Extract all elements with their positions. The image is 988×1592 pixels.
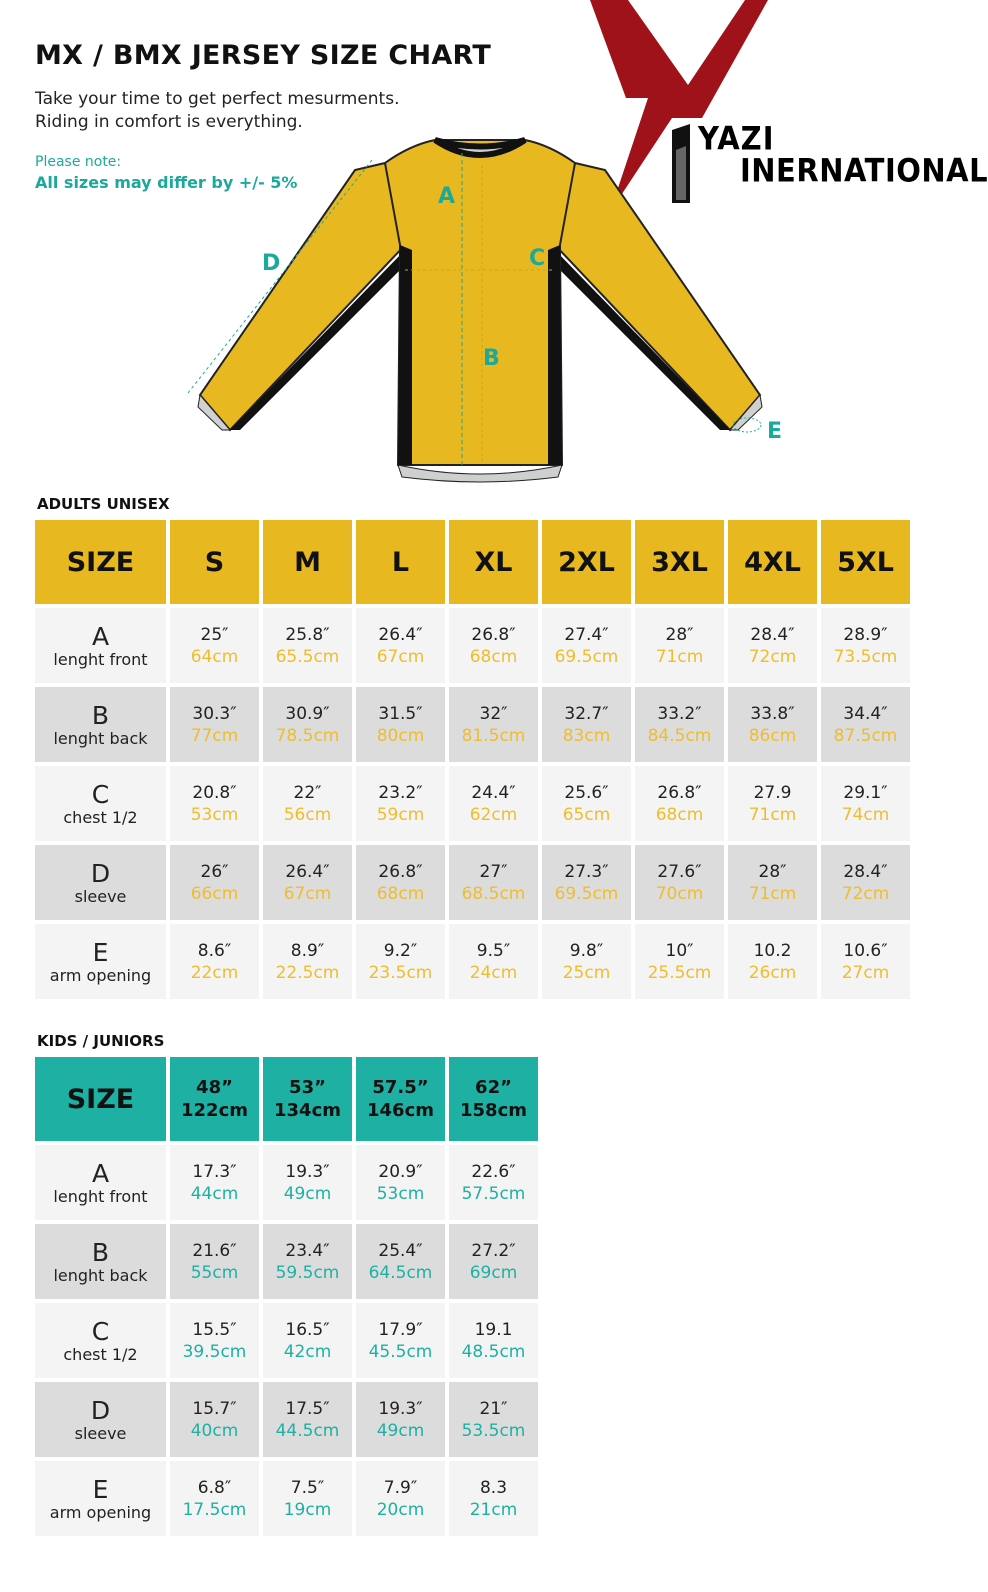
measurement-label-cell	[35, 1224, 166, 1299]
size-header-cm: 146cm	[367, 1100, 434, 1121]
value-cm: 68cm	[469, 646, 518, 667]
measurement-value-cell	[170, 1382, 259, 1457]
value-cm: 62cm	[469, 804, 518, 825]
measurement-label-cell	[35, 1461, 166, 1536]
value-inches: 8.3	[479, 1477, 508, 1498]
value-cm: 22cm	[190, 962, 239, 983]
value-inches: 16.5″	[285, 1319, 330, 1340]
adults-section-label: ADULTS UNISEX	[37, 495, 170, 513]
measurement-value-cell	[449, 1461, 538, 1536]
value-cm: 59.5cm	[275, 1262, 340, 1283]
value-inches: 27.6″	[657, 861, 702, 882]
value-cm: 19cm	[283, 1499, 332, 1520]
size-header-cell: 2XL	[542, 520, 631, 604]
value-cm: 53cm	[376, 1183, 425, 1204]
value-cm: 71cm	[748, 804, 797, 825]
value-inches: 32″	[479, 703, 508, 724]
measurement-value-cell	[542, 766, 631, 841]
measurement-label-cell	[35, 608, 166, 683]
value-inches: 25.6″	[564, 782, 609, 803]
value-inches: 10.2	[753, 940, 792, 961]
measurement-value-cell	[728, 608, 817, 683]
brand-name-line-2: INERNATIONAL	[740, 152, 988, 190]
value-cm: 86cm	[748, 725, 797, 746]
measurement-value-cell	[728, 924, 817, 999]
measurement-value-cell	[635, 687, 724, 762]
value-inches: 8.6″	[197, 940, 232, 961]
measurement-value-cell	[356, 924, 445, 999]
value-cm: 72cm	[748, 646, 797, 667]
value-inches: 27.4″	[564, 624, 609, 645]
value-inches: 19.1	[474, 1319, 513, 1340]
measurement-name: lenght front	[53, 1186, 148, 1206]
size-header-cm: 158cm	[460, 1100, 527, 1121]
measurement-value-cell	[170, 687, 259, 762]
value-inches: 7.5″	[290, 1477, 325, 1498]
value-cm: 53.5cm	[461, 1420, 526, 1441]
brand-name-line-1: YAZI	[698, 120, 775, 158]
measurement-value-cell	[356, 766, 445, 841]
size-column-header: SIZE	[35, 520, 166, 604]
measurement-letter: E	[92, 937, 109, 967]
measurement-label-cell	[35, 924, 166, 999]
value-cm: 69.5cm	[554, 883, 619, 904]
measurement-letter: C	[91, 779, 110, 809]
value-inches: 20.8″	[192, 782, 237, 803]
value-inches: 33.8″	[750, 703, 795, 724]
marker-c: C	[529, 246, 546, 271]
size-header-cell	[170, 1057, 259, 1141]
page-title: MX / BMX JERSEY SIZE CHART	[35, 40, 492, 71]
value-cm: 49cm	[283, 1183, 332, 1204]
value-cm: 39.5cm	[182, 1341, 247, 1362]
measurement-name: arm opening	[49, 965, 152, 985]
measurement-value-cell	[263, 608, 352, 683]
measurement-value-cell	[170, 1145, 259, 1220]
value-inches: 32.7″	[564, 703, 609, 724]
value-inches: 33.2″	[657, 703, 702, 724]
right-sleeve	[555, 163, 760, 430]
measurement-letter: A	[91, 1158, 110, 1188]
value-cm: 25.5cm	[647, 962, 712, 983]
intro-line-1: Take your time to get perfect mesurments.	[35, 89, 400, 109]
measurement-value-cell	[821, 924, 910, 999]
value-cm: 73.5cm	[833, 646, 898, 667]
measurement-value-cell	[356, 1303, 445, 1378]
value-cm: 87.5cm	[833, 725, 898, 746]
value-inches: 7.9″	[383, 1477, 418, 1498]
value-inches: 19.3″	[378, 1398, 423, 1419]
value-cm: 81.5cm	[461, 725, 526, 746]
value-cm: 65.5cm	[275, 646, 340, 667]
value-inches: 25.8″	[285, 624, 330, 645]
value-cm: 64cm	[190, 646, 239, 667]
value-cm: 68cm	[376, 883, 425, 904]
value-cm: 53cm	[190, 804, 239, 825]
value-cm: 56cm	[283, 804, 332, 825]
measurement-letter: B	[91, 1237, 110, 1267]
measurement-value-cell	[449, 1145, 538, 1220]
value-inches: 29.1″	[843, 782, 888, 803]
measurement-letter: E	[92, 1474, 109, 1504]
value-cm: 70cm	[655, 883, 704, 904]
value-inches: 17.9″	[378, 1319, 423, 1340]
value-inches: 17.3″	[192, 1161, 237, 1182]
value-cm: 68cm	[655, 804, 704, 825]
value-inches: 20.9″	[378, 1161, 423, 1182]
value-cm: 69cm	[469, 1262, 518, 1283]
measurement-value-cell	[542, 687, 631, 762]
measurement-value-cell	[542, 845, 631, 920]
value-inches: 30.3″	[192, 703, 237, 724]
value-cm: 23.5cm	[368, 962, 433, 983]
value-inches: 6.8″	[197, 1477, 232, 1498]
value-cm: 22.5cm	[275, 962, 340, 983]
measurement-value-cell	[635, 924, 724, 999]
size-header-inch: 48”	[196, 1077, 233, 1098]
size-header-cell: S	[170, 520, 259, 604]
measurement-value-cell	[449, 608, 538, 683]
measurement-name: lenght front	[53, 649, 148, 669]
value-inches: 30.9″	[285, 703, 330, 724]
value-cm: 83cm	[562, 725, 611, 746]
value-inches: 9.5″	[476, 940, 511, 961]
value-cm: 80cm	[376, 725, 425, 746]
measurement-value-cell	[170, 1461, 259, 1536]
measurement-value-cell	[170, 766, 259, 841]
value-inches: 31.5″	[378, 703, 423, 724]
value-inches: 26.8″	[657, 782, 702, 803]
size-header-cell: 5XL	[821, 520, 910, 604]
measurement-value-cell	[635, 766, 724, 841]
size-header-cell	[263, 1057, 352, 1141]
size-header-cell: L	[356, 520, 445, 604]
size-column-header: SIZE	[35, 1057, 166, 1141]
measurement-value-cell	[356, 1145, 445, 1220]
note-label: Please note:	[35, 154, 122, 170]
measurement-value-cell	[356, 687, 445, 762]
measurement-value-cell	[821, 766, 910, 841]
measurement-name: sleeve	[74, 886, 127, 906]
measurement-name: arm opening	[49, 1502, 152, 1522]
value-cm: 40cm	[190, 1420, 239, 1441]
marker-a: A	[438, 184, 456, 209]
adults-size-table	[35, 520, 910, 999]
size-header-cell: M	[263, 520, 352, 604]
measurement-label-cell	[35, 1382, 166, 1457]
jersey-illustration	[180, 125, 783, 490]
measurement-label-cell	[35, 1145, 166, 1220]
value-cm: 17.5cm	[182, 1499, 247, 1520]
value-cm: 57.5cm	[461, 1183, 526, 1204]
value-cm: 49cm	[376, 1420, 425, 1441]
jersey-body	[385, 140, 575, 465]
measurement-letter: B	[91, 700, 110, 730]
value-cm: 27cm	[841, 962, 890, 983]
measurement-value-cell	[170, 924, 259, 999]
measurement-value-cell	[263, 1145, 352, 1220]
value-inches: 26.4″	[285, 861, 330, 882]
value-cm: 71cm	[748, 883, 797, 904]
value-cm: 66cm	[190, 883, 239, 904]
measurement-value-cell	[449, 687, 538, 762]
value-cm: 55cm	[190, 1262, 239, 1283]
measurement-letter: A	[91, 621, 110, 651]
value-inches: 22″	[293, 782, 322, 803]
value-inches: 15.5″	[192, 1319, 237, 1340]
value-inches: 9.2″	[383, 940, 418, 961]
value-cm: 24cm	[469, 962, 518, 983]
value-inches: 26″	[200, 861, 229, 882]
value-inches: 15.7″	[192, 1398, 237, 1419]
measurement-name: lenght back	[53, 1265, 148, 1285]
size-header-cell: 4XL	[728, 520, 817, 604]
value-cm: 77cm	[190, 725, 239, 746]
measurement-value-cell	[449, 924, 538, 999]
value-cm: 68.5cm	[461, 883, 526, 904]
value-inches: 27″	[479, 861, 508, 882]
value-cm: 69.5cm	[554, 646, 619, 667]
measurement-value-cell	[263, 766, 352, 841]
measurement-value-cell	[635, 608, 724, 683]
measurement-value-cell	[263, 1224, 352, 1299]
value-inches: 17.5″	[285, 1398, 330, 1419]
measurement-value-cell	[635, 845, 724, 920]
value-inches: 27.2″	[471, 1240, 516, 1261]
size-header-cell	[356, 1057, 445, 1141]
value-cm: 72cm	[841, 883, 890, 904]
value-inches: 22.6″	[471, 1161, 516, 1182]
measurement-value-cell	[263, 687, 352, 762]
value-cm: 21cm	[469, 1499, 518, 1520]
value-inches: 27.9	[753, 782, 792, 803]
measurement-value-cell	[263, 1382, 352, 1457]
measurement-label-cell	[35, 1303, 166, 1378]
value-inches: 26.8″	[471, 624, 516, 645]
value-cm: 78.5cm	[275, 725, 340, 746]
value-inches: 25″	[200, 624, 229, 645]
measurement-label-cell	[35, 766, 166, 841]
value-inches: 23.2″	[378, 782, 423, 803]
value-inches: 19.3″	[285, 1161, 330, 1182]
measurement-label-cell	[35, 845, 166, 920]
left-sleeve	[200, 163, 405, 430]
value-inches: 28.4″	[750, 624, 795, 645]
measurement-value-cell	[263, 1303, 352, 1378]
value-cm: 48.5cm	[461, 1341, 526, 1362]
size-header-cell: 3XL	[635, 520, 724, 604]
marker-d: D	[262, 251, 281, 276]
measurement-value-cell	[449, 1224, 538, 1299]
kids-size-table	[35, 1057, 538, 1536]
measurement-value-cell	[170, 1303, 259, 1378]
value-cm: 59cm	[376, 804, 425, 825]
value-inches: 21.6″	[192, 1240, 237, 1261]
measurement-value-cell	[542, 924, 631, 999]
measurement-letter: D	[90, 858, 111, 888]
measurement-name: sleeve	[74, 1423, 127, 1443]
value-cm: 26cm	[748, 962, 797, 983]
value-cm: 65cm	[562, 804, 611, 825]
measurement-value-cell	[170, 845, 259, 920]
value-inches: 28″	[665, 624, 694, 645]
measurement-letter: D	[90, 1395, 111, 1425]
size-header-inch: 62”	[475, 1077, 512, 1098]
measurement-value-cell	[356, 608, 445, 683]
measurement-value-cell	[542, 608, 631, 683]
value-cm: 74cm	[841, 804, 890, 825]
value-cm: 45.5cm	[368, 1341, 433, 1362]
value-inches: 8.9″	[290, 940, 325, 961]
measurement-value-cell	[356, 1461, 445, 1536]
value-inches: 25.4″	[378, 1240, 423, 1261]
value-cm: 42cm	[283, 1341, 332, 1362]
size-header-inch: 53”	[289, 1077, 326, 1098]
intro-line-2: Riding in comfort is everything.	[35, 112, 303, 132]
value-inches: 28.9″	[843, 624, 888, 645]
measurement-value-cell	[728, 766, 817, 841]
measurement-value-cell	[821, 845, 910, 920]
value-cm: 67cm	[376, 646, 425, 667]
value-inches: 26.4″	[378, 624, 423, 645]
value-cm: 20cm	[376, 1499, 425, 1520]
value-cm: 64.5cm	[368, 1262, 433, 1283]
marker-e: E	[767, 419, 783, 444]
measurement-value-cell	[728, 845, 817, 920]
measurement-value-cell	[821, 608, 910, 683]
measurement-value-cell	[356, 1224, 445, 1299]
measurement-name: chest 1/2	[63, 807, 138, 827]
measurement-value-cell	[728, 687, 817, 762]
size-header-cell	[449, 1057, 538, 1141]
value-inches: 21″	[479, 1398, 508, 1419]
measurement-value-cell	[356, 1382, 445, 1457]
value-inches: 9.8″	[569, 940, 604, 961]
size-header-cm: 122cm	[181, 1100, 248, 1121]
value-cm: 44cm	[190, 1183, 239, 1204]
measurement-name: chest 1/2	[63, 1344, 138, 1364]
value-inches: 24.4″	[471, 782, 516, 803]
measurement-label-cell	[35, 687, 166, 762]
measurement-value-cell	[449, 766, 538, 841]
size-header-inch: 57.5”	[372, 1077, 429, 1098]
value-cm: 67cm	[283, 883, 332, 904]
value-inches: 26.8″	[378, 861, 423, 882]
measurement-value-cell	[356, 845, 445, 920]
note-text: All sizes may differ by +/- 5%	[35, 173, 298, 192]
measurement-value-cell	[263, 1461, 352, 1536]
size-header-cell: XL	[449, 520, 538, 604]
value-inches: 10.6″	[843, 940, 888, 961]
kids-section-label: KIDS / JUNIORS	[37, 1032, 165, 1050]
measurement-value-cell	[449, 1382, 538, 1457]
size-header-cm: 134cm	[274, 1100, 341, 1121]
measurement-value-cell	[170, 1224, 259, 1299]
value-inches: 23.4″	[285, 1240, 330, 1261]
measurement-name: lenght back	[53, 728, 148, 748]
value-inches: 28″	[758, 861, 787, 882]
measurement-value-cell	[449, 845, 538, 920]
value-inches: 27.3″	[564, 861, 609, 882]
measurement-value-cell	[821, 687, 910, 762]
measurement-value-cell	[263, 845, 352, 920]
measurement-value-cell	[170, 608, 259, 683]
value-cm: 71cm	[655, 646, 704, 667]
value-cm: 44.5cm	[275, 1420, 340, 1441]
measurement-value-cell	[449, 1303, 538, 1378]
value-inches: 28.4″	[843, 861, 888, 882]
marker-b: B	[483, 346, 500, 371]
measurement-value-cell	[263, 924, 352, 999]
measurement-letter: C	[91, 1316, 110, 1346]
value-inches: 10″	[665, 940, 694, 961]
value-cm: 84.5cm	[647, 725, 712, 746]
value-cm: 25cm	[562, 962, 611, 983]
value-inches: 34.4″	[843, 703, 888, 724]
